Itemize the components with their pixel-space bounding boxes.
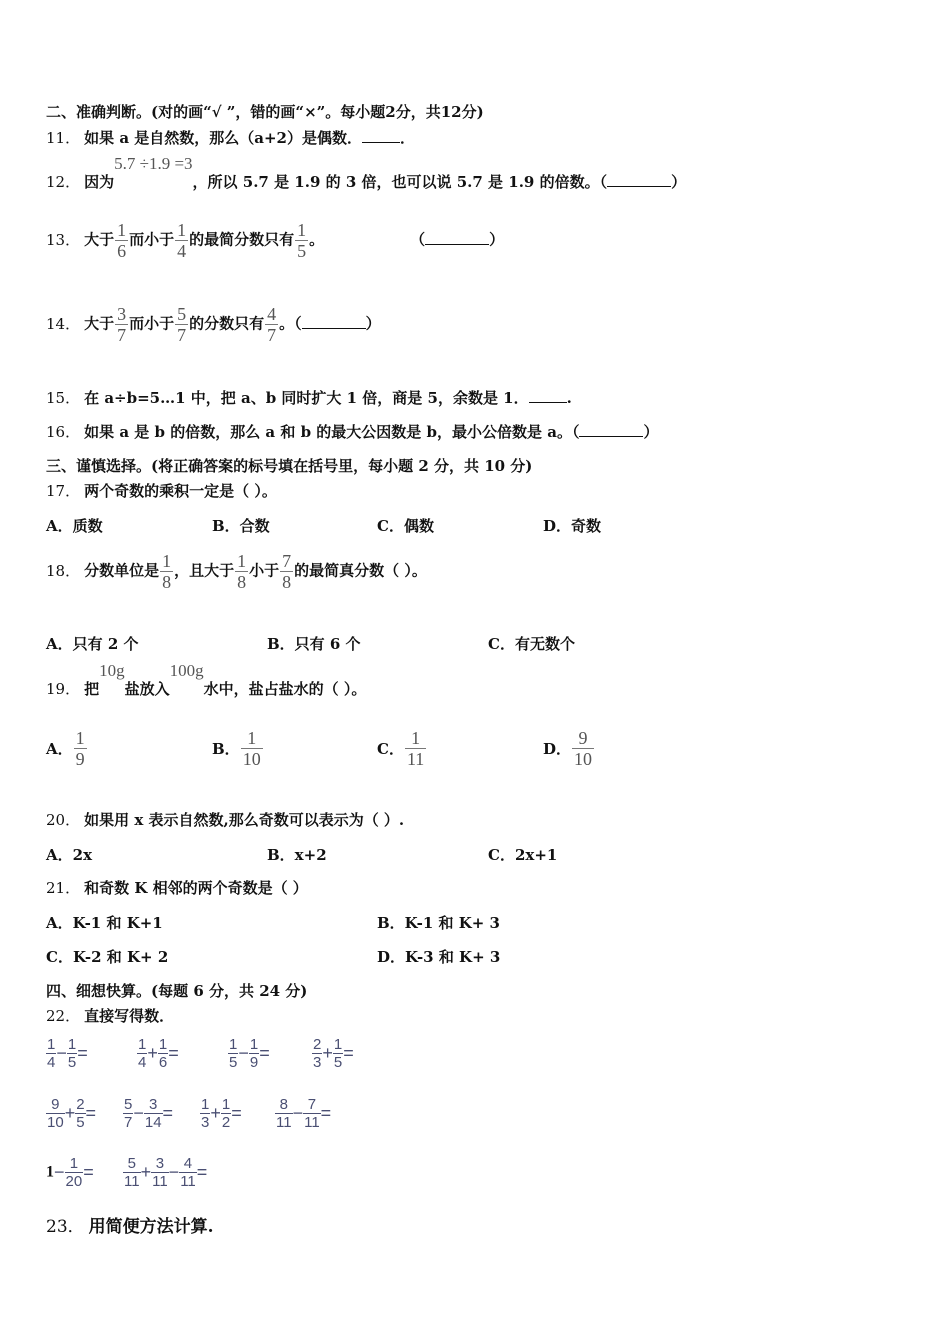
question-12: 12． 因为5.7 ÷1.9 =3，所以 5.7 是 1.9 的 3 倍，也可以说 5.7 是 1.9 的倍数。（ ） bbox=[46, 154, 687, 191]
option-a[interactable]: A． $\frac{1}{9}$ bbox=[46, 728, 85, 769]
expression: $\frac{5}{11}$ + $\frac{3}{11}$ − $\frac{4}{11}$ = bbox=[124, 1155, 208, 1190]
question-13: 13． 大于 $\frac{1}{6}$ 而小于 $\frac{1}{4}$ 的最简分数只有 $\frac{1}{5}$ 。 （ ） bbox=[46, 220, 505, 261]
question-22: 22． 直接写得数． bbox=[46, 1007, 175, 1025]
section-2-title: 二、准确判断。(对的画“√ ”，错的画“×”。每小题2分，共12分) bbox=[46, 103, 484, 121]
option-c[interactable]: C．有无数个 bbox=[488, 635, 575, 653]
option-d[interactable]: D．K-3 和 K+ 3 bbox=[377, 948, 501, 966]
expression: $\frac{1}{4}$ + $\frac{1}{6}$ = bbox=[138, 1036, 179, 1071]
option-b[interactable]: B．K-1 和 K+ 3 bbox=[377, 914, 500, 932]
fraction: $\frac{1}{11}$ bbox=[406, 728, 425, 769]
question-21: 21． 和奇数 K 相邻的两个奇数是（ ） bbox=[46, 879, 308, 897]
option-c[interactable]: C．K-2 和 K+ 2 bbox=[46, 948, 169, 966]
expression: $\frac{2}{3}$ + $\frac{1}{5}$ = bbox=[313, 1036, 354, 1071]
option-d[interactable]: D．奇数 bbox=[543, 517, 602, 535]
question-15: 15． 在 a÷b=5…1 中，把 a、b 同时扩大 1 倍，商是 5，余数是 1． . bbox=[46, 389, 572, 407]
expression: $\frac{1}{3}$ + $\frac{1}{2}$ = bbox=[201, 1096, 242, 1131]
section-3-title: 三、谨慎选择。(将正确答案的标号填在括号里，每小题 2 分，共 10 分) bbox=[46, 457, 533, 475]
fraction: $\frac{7}{8}$ bbox=[282, 551, 292, 592]
expression: $\frac{9}{10}$ + $\frac{2}{5}$ = bbox=[47, 1096, 97, 1131]
answer-blank[interactable] bbox=[302, 328, 366, 329]
fraction: $\frac{1}{9}$ bbox=[75, 728, 85, 769]
fraction: $\frac{1}{8}$ bbox=[162, 551, 172, 592]
option-c[interactable]: C． $\frac{1}{11}$ bbox=[377, 728, 425, 769]
answer-blank[interactable] bbox=[425, 244, 489, 245]
fraction: $\frac{1}{10}$ bbox=[242, 728, 261, 769]
option-a[interactable]: A．质数 bbox=[46, 517, 103, 535]
answer-blank[interactable] bbox=[529, 402, 567, 403]
expression: $\frac{1}{5}$ − $\frac{1}{9}$ = bbox=[229, 1036, 270, 1071]
option-c[interactable]: C．2x+1 bbox=[488, 846, 558, 864]
option-a[interactable]: A．2x bbox=[46, 846, 93, 864]
question-23: 23． 用简便方法计算. bbox=[46, 1217, 214, 1237]
question-17: 17． 两个奇数的乘积一定是（ ）。 bbox=[46, 482, 277, 500]
fraction: $\frac{1}{4}$ bbox=[177, 220, 187, 261]
question-18: 18． 分数单位是 $\frac{1}{8}$ ，且大于 $\frac{1}{8}$ 小于 $\frac{7}{8}$ 的最简真分数（ ）。 bbox=[46, 551, 427, 592]
expression: $\frac{5}{7}$ − $\frac{3}{14}$ = bbox=[124, 1096, 174, 1131]
expression: $\frac{8}{11}$ − $\frac{7}{11}$ = bbox=[276, 1096, 332, 1131]
question-19: 19． 把10g盐放入100g水中，盐占盐水的（ ）。 bbox=[46, 661, 367, 698]
option-c[interactable]: C．偶数 bbox=[377, 517, 434, 535]
fraction: $\frac{3}{7}$ bbox=[117, 304, 127, 345]
mass-100g: 100g bbox=[169, 661, 204, 680]
option-b[interactable]: B． $\frac{1}{10}$ bbox=[212, 728, 261, 769]
fraction: $\frac{1}{6}$ bbox=[117, 220, 127, 261]
fraction: $\frac{9}{10}$ bbox=[574, 728, 593, 769]
formula-text: 5.7 ÷1.9 =3 bbox=[114, 154, 193, 173]
option-d[interactable]: D． $\frac{9}{10}$ bbox=[543, 728, 593, 769]
expression: 1− $\frac{1}{20}$ = bbox=[46, 1155, 94, 1190]
answer-blank[interactable] bbox=[362, 142, 400, 143]
option-b[interactable]: B．只有 6 个 bbox=[267, 635, 361, 653]
fraction: $\frac{1}{5}$ bbox=[297, 220, 307, 261]
option-a[interactable]: A．K-1 和 K+1 bbox=[46, 914, 163, 932]
section-4-title: 四、细想快算。(每题 6 分，共 24 分) bbox=[46, 982, 308, 1000]
fraction: $\frac{5}{7}$ bbox=[177, 304, 187, 345]
question-16: 16． 如果 a 是 b 的倍数，那么 a 和 b 的最大公因数是 b，最小公倍数是 a。（ ） bbox=[46, 423, 659, 441]
question-14: 14． 大于 $\frac{3}{7}$ 而小于 $\frac{5}{7}$ 的分数只有 $\frac{4}{7}$ 。（ ） bbox=[46, 304, 381, 345]
fraction: $\frac{4}{7}$ bbox=[267, 304, 277, 345]
option-b[interactable]: B．x+2 bbox=[267, 846, 327, 864]
question-11: 11． 如果 a 是自然数，那么（a+2）是偶数． ． bbox=[46, 129, 415, 147]
answer-blank[interactable] bbox=[607, 186, 671, 187]
fraction: $\frac{1}{8}$ bbox=[237, 551, 247, 592]
mass-10g: 10g bbox=[99, 661, 125, 680]
option-a[interactable]: A．只有 2 个 bbox=[46, 635, 139, 653]
option-b[interactable]: B．合数 bbox=[212, 517, 270, 535]
answer-blank[interactable] bbox=[579, 436, 643, 437]
question-20: 20． 如果用 x 表示自然数,那么奇数可以表示为（ ）. bbox=[46, 811, 405, 829]
expression: $\frac{1}{4}$ − $\frac{1}{5}$ = bbox=[47, 1036, 88, 1071]
